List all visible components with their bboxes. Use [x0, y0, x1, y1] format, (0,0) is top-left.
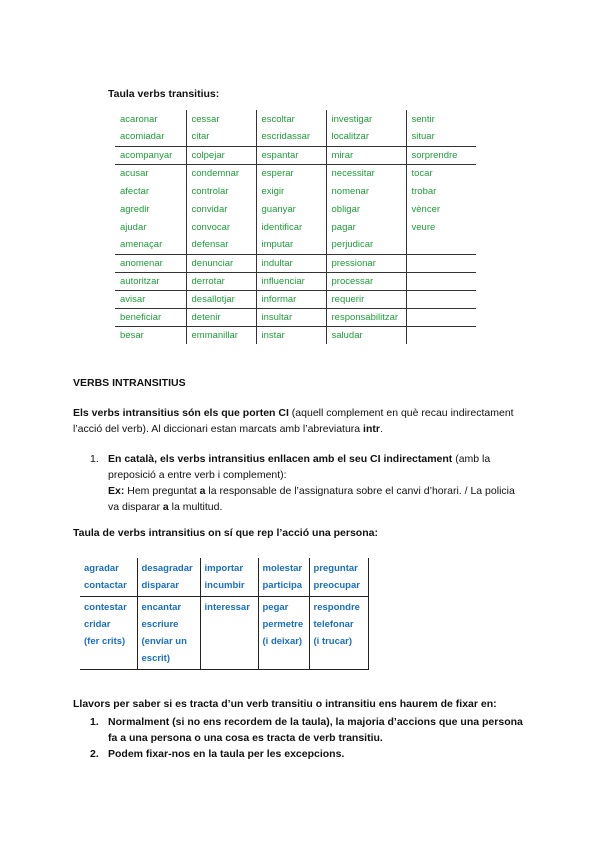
- example-text-1: Hem preguntat: [124, 485, 200, 497]
- definition-text: (aquell complement en què recau indirectament l’acció del verb). Al diccionari estan marcats amb l’abreviatura: [73, 407, 514, 435]
- table-cell: acompanyar: [115, 146, 186, 164]
- table-cell: desallotjar: [186, 290, 256, 308]
- table-row: [115, 146, 476, 164]
- table-cell: encantar escriure (enviar un escrit): [137, 597, 200, 670]
- table-cell: sorprendre: [406, 146, 476, 164]
- table-row: [115, 218, 476, 236]
- intransitive-heading: VERBS INTRANSITIUS: [73, 377, 186, 389]
- table-cell: escoltar: [256, 110, 326, 128]
- table-cell: derrotar: [186, 272, 256, 290]
- list-number: 2.: [90, 748, 99, 760]
- table-cell: importar incumbir: [200, 558, 258, 597]
- table-cell: escridassar: [256, 128, 326, 146]
- table-cell: vèncer: [406, 200, 476, 218]
- list-number: 1.: [90, 453, 99, 465]
- example-prep-2: a: [162, 501, 169, 513]
- table-cell: necessitar: [326, 164, 406, 182]
- table-cell: espantar: [256, 146, 326, 164]
- definition-end: .: [379, 423, 383, 435]
- list-item: [90, 746, 530, 762]
- table-cell: responsabilitzar: [326, 308, 406, 326]
- table-cell: convidar: [186, 200, 256, 218]
- list-item-text: Normalment (si no ens recordem de la taula), la majoria d’accions que una persona fa a una persona o una cosa es tracta de verb transitiu.: [108, 716, 523, 744]
- table-cell: controlar: [186, 182, 256, 200]
- table-cell: anomenar: [115, 254, 186, 272]
- table-cell: processar: [326, 272, 406, 290]
- table-cell: molestar participa: [258, 558, 309, 597]
- example-text-3: la multitud.: [168, 501, 223, 513]
- table-cell: trobar: [406, 182, 476, 200]
- table-cell: acomiadar: [120, 131, 165, 143]
- table-cell: [406, 254, 476, 272]
- list-item: [90, 714, 530, 746]
- table-cell: citar: [186, 128, 256, 146]
- table-cell: [406, 236, 476, 254]
- table-cell: amenaçar: [120, 239, 163, 251]
- intransitive-rule-list: [90, 451, 520, 515]
- table-cell: instar: [256, 326, 326, 344]
- table-cell: agradar contactar: [84, 563, 127, 591]
- table-cell: acaronar: [120, 113, 158, 125]
- table-cell: preguntar preocupar: [309, 558, 368, 597]
- table-row: [115, 128, 476, 146]
- person-table-title: Taula de verbs intransitius on sí que rep l’acció una persona:: [73, 527, 378, 539]
- table-row: [115, 164, 476, 182]
- table-cell: mirar: [326, 146, 406, 164]
- table-cell: [406, 272, 476, 290]
- table-cell: [406, 308, 476, 326]
- table-cell: veure: [406, 218, 476, 236]
- table-cell: informar: [256, 290, 326, 308]
- table-cell: emmanillar: [186, 326, 256, 344]
- table-cell: pagar: [326, 218, 406, 236]
- list-number: 1.: [90, 716, 99, 728]
- table-cell: saludar: [326, 326, 406, 344]
- table-row: [115, 110, 476, 128]
- table-row: [115, 272, 476, 290]
- table-row: [115, 326, 476, 344]
- intransitive-definition: [73, 405, 533, 437]
- table-cell: imputar: [256, 236, 326, 254]
- rule-bold: En català, els verbs intransitius enllacen amb el seu CI indirectament: [108, 453, 453, 465]
- table-cell: respondre telefonar (i trucar): [309, 597, 368, 670]
- table-cell: ajudar: [120, 221, 147, 233]
- table-cell: insultar: [256, 308, 326, 326]
- table-cell: tocar: [406, 164, 476, 182]
- table-row: [115, 254, 476, 272]
- table-cell: besar: [115, 326, 186, 344]
- table-cell: autoritzar: [115, 272, 186, 290]
- table-cell: indultar: [256, 254, 326, 272]
- table-cell: obligar: [326, 200, 406, 218]
- table-cell: defensar: [186, 236, 256, 254]
- transitive-table-title: Taula verbs transitius:: [108, 88, 220, 100]
- table-cell: beneficiar: [115, 308, 186, 326]
- table-cell: interessar: [200, 597, 258, 670]
- intransitive-person-table: [80, 558, 369, 670]
- rule-text: (amb la preposició a entre verb i complement):: [108, 453, 491, 481]
- table-cell: exigir: [256, 182, 326, 200]
- table-cell: avisar: [115, 290, 186, 308]
- table-cell: condemnar: [186, 164, 256, 182]
- table-cell: investigar: [326, 110, 406, 128]
- example-prep-1: a: [199, 485, 206, 497]
- table-cell: colpejar: [186, 146, 256, 164]
- table-row: [115, 200, 476, 218]
- conclusion-heading: Llavors per saber si es tracta d’un verb transitiu o intransitiu ens haurem de fixar en:: [73, 698, 497, 710]
- table-cell: contestar cridar (fer crits): [80, 597, 137, 670]
- conclusion-list: [90, 714, 530, 762]
- table-cell: sentir: [406, 110, 476, 128]
- table-cell: detenir: [186, 308, 256, 326]
- table-cell: desagradar disparar: [137, 558, 200, 597]
- table-cell: pressionar: [326, 254, 406, 272]
- table-row: [115, 290, 476, 308]
- table-cell: acusar: [115, 164, 186, 182]
- table-cell: localitzar: [326, 128, 406, 146]
- table-cell: nomenar: [326, 182, 406, 200]
- transitive-verbs-table: [115, 110, 476, 344]
- abbreviation: intr: [363, 423, 380, 435]
- table-row: [115, 182, 476, 200]
- table-cell: [406, 326, 476, 344]
- table-cell: identificar: [256, 218, 326, 236]
- example-text-2: la responsable de l’assignatura sobre el canvi d’horari. / La policia va disparar: [108, 485, 515, 513]
- list-item: [108, 451, 520, 515]
- table-row: [115, 308, 476, 326]
- table-cell: perjudicar: [326, 236, 406, 254]
- table-cell: influenciar: [256, 272, 326, 290]
- table-cell: guanyar: [256, 200, 326, 218]
- definition-bold: Els verbs intransitius són els que porten CI: [73, 407, 289, 419]
- list-item-text: Podem fixar-nos en la taula per les excepcions.: [108, 748, 345, 760]
- table-cell: afectar: [120, 185, 150, 197]
- table-cell: situar: [406, 128, 476, 146]
- example-label: Ex:: [108, 485, 125, 497]
- table-cell: denunciar: [186, 254, 256, 272]
- table-cell: pegar permetre (i deixar): [258, 597, 309, 670]
- table-cell: esperar: [256, 164, 326, 182]
- table-cell: convocar: [186, 218, 256, 236]
- table-cell: agredir: [120, 203, 150, 215]
- table-cell: requerir: [326, 290, 406, 308]
- table-cell: [406, 290, 476, 308]
- table-cell: cessar: [186, 110, 256, 128]
- table-row: [115, 236, 476, 254]
